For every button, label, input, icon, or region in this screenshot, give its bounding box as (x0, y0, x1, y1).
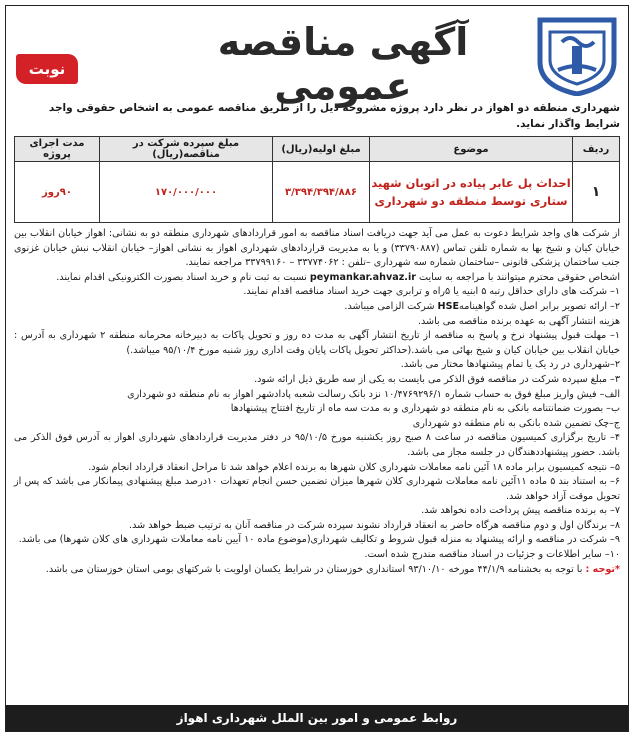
hse-label: HSE (437, 300, 460, 312)
note-text: با توجه به بخشنامه ۴۴/۱/۹ مورخه ۹۳/۱۰/۱۰ استانداری خوزستان در شرایط یکسان اولویت با شرکتهای بومی استان خوزستان می باشد. (45, 563, 583, 575)
header-deposit: مبلغ سپرده شرکت در مناقصه(ریال) (100, 137, 273, 162)
clause-8: ۸– برندگان اول و دوم مناقصه هرگاه حاضر به انعقاد قرارداد نشوند سپرده شرکت در مناقصه آنان به ترتیب ضبط خواهد شد. (129, 519, 620, 531)
condition-1: ۱– شرکت های دارای حداقل رتبه ۵ ابنیه یا ۵راه و ترابری جهت خرید اسناد مناقصه اقدام نمایند. (243, 286, 620, 298)
clause-10: ۱۰– سایر اطلاعات و جزئیات در اسناد مناقصه مندرج شده است. (364, 549, 620, 561)
municipality-logo (534, 12, 620, 96)
condition-2 (14, 300, 620, 315)
paragraph-contact: از شرکت های واجد شرایط دعوت به عمل می آید جهت دریافت اسناد مناقصه به امور قراردادهای شهرداری منطقه دو به نشانی: اهواز خیابان انقلاب بین خیابان کیان و شیخ بها به شماره تلفن تماس (۳۳۷۹۰۸۸۷) و یا به مدیریت قراردادهای شهرداری اهواز به نشانی اهواز– خیابان انقلاب نبش خیابان غزنوی جنب ساختمان پزشکی قانونی –ساختمان شماره سه شهرداری –تلفن : ۳۳۷۷۴۰۶۲ – ۳۳۷۹۹۱۶۰ مراجعه نمایند. (14, 228, 620, 269)
clause-9: ۹– شرکت در مناقصه و ارائه پیشنهاد به منزله قبول شروط و تکالیف شهرداری(موضوع ماده ۱۰ آیین نامه معاملات شهرداری های کلان شهرها) می باشد. (18, 534, 620, 546)
cell-row-number: ۱ (573, 162, 620, 223)
footer-bar: روابط عمومی و امور بین الملل شهرداری اهواز (6, 705, 628, 731)
cell-duration: ۹۰روز (15, 162, 100, 223)
publication-round-badge: نوبت اول (16, 54, 78, 84)
notice-header (6, 6, 628, 108)
tender-website-link[interactable]: peymankar.ahvaz.ir (309, 271, 416, 283)
cell-subject: احداث پل عابر پیاده در اتوبان شهید ستاری توسط منطقه دو شهرداری (370, 162, 573, 223)
clause-alef: الف– فیش واریز مبلغ فوق به حساب شماره ۱۰/۴۷۶۹۲۹۶/۱ نزد بانک رسالت شعبه پادادشهر اهواز به نام منطقه دو شهرداری (127, 388, 620, 400)
clause-7: ۷– به برنده مناقصه پیش پرداخت داده نخواهد شد. (421, 505, 620, 517)
clause-jim: ج–چک تضمین شده بانکی به نام منطقه دو شهرداری (412, 417, 620, 429)
cell-deposit: ۱۷۰/۰۰۰/۰۰۰ (100, 162, 273, 223)
cell-initial-amount: ۳/۳۹۴/۳۹۴/۸۸۶ (273, 162, 370, 223)
paragraph-online (14, 271, 620, 286)
header-subject: موضوع (370, 137, 573, 162)
table-row (15, 162, 620, 223)
table-header-row (15, 137, 620, 162)
note-paragraph (14, 563, 620, 578)
condition-2-before: ۲– ارائه تصویر برابر اصل شده گواهینامه (459, 300, 620, 312)
notice-title: آگهی مناقصه عمومی (217, 20, 469, 108)
clause-be: ب– بصورت ضمانتنامه بانکی به نام منطقه دو شهرداری و به مدت سه ماه از تاریخ افتتاح پیشنهادها (230, 403, 620, 415)
notice-page (5, 5, 629, 732)
tender-table (14, 136, 620, 223)
header-row-number: ردیف (573, 137, 620, 162)
header-initial-amount: مبلغ اولیه(ریال) (273, 137, 370, 162)
clause-2: ۲–شهرداری در رد یک یا تمام پیشنهادها مختار می باشد. (400, 359, 620, 371)
online-text-before: اشخاص حقوقی محترم میتوانند با مراجعه به سایت (419, 271, 620, 283)
condition-2-after: شرکت الزامی میباشد. (344, 300, 435, 312)
header-duration: مدت اجرای پروژه (15, 137, 100, 162)
online-text-after: نسبت به ثبت نام و خرید اسناد بصورت الکترونیکی اقدام نمایند. (56, 271, 307, 283)
publication-cost: هزینه انتشار آگهی به عهده برنده مناقصه می باشد. (417, 315, 620, 327)
clause-1: ۱– مهلت قبول پیشنهاد نرخ و پاسخ به مناقصه از تاریخ انتشار آگهی به مدت ده روز و تحویل پاکات به دبیرخانه محرمانه منطقه ۲ شهرداری به آدرس : خیابان انقلاب بین خیابان کیان و شیخ بهائی می باشد.(حداکثر تحویل پاکات پایان وقت اداری روز شنبه مورخ ۹۵/۱۰/۴ میباشد.) (14, 330, 620, 356)
notice-intro: شهرداری منطقه دو اهواز در نظر دارد پروژه مشروحه ذیل را از طریق مناقصه عمومی به اشخاص حقوقی واجد شرایط واگذار نماید. (48, 102, 620, 130)
note-label: *توجه : (585, 563, 620, 575)
notice-body (6, 223, 628, 577)
clause-4: ۴– تاریخ برگزاری کمیسیون مناقصه در ساعت ۸ صبح روز یکشنبه مورخ ۹۵/۱۰/۵ در دفتر مدیریت قراردادهای شهرداری اهواز به آدرس فوق الذکر می باشد. حضور پیشنهاددهندگان در جلسه مجاز می باشد. (14, 432, 620, 458)
clause-5: ۵– نتیجه کمیسیون برابر ماده ۱۸ آئین نامه معاملات شهرداری کلان شهرها به برنده اعلام خواهد شد تا مراحل انعقاد قرارداد انجام شود. (88, 461, 620, 473)
clause-6: ۶– به استناد بند ۵ ماده ۱۱آئین نامه معاملات شهرداری کلان شهرها میزان تضمین حسن انجام تعهدات ۱۰درصد مبلغ پیشنهادی پیمانکار می باشد که پس از تحویل موقت آزاد خواهد شد. (14, 476, 620, 502)
clause-3: ۳– مبلغ سپرده شرکت در مناقصه فوق الذکر می بایست به یکی از سه طریق ذیل ارائه شود. (254, 373, 620, 385)
